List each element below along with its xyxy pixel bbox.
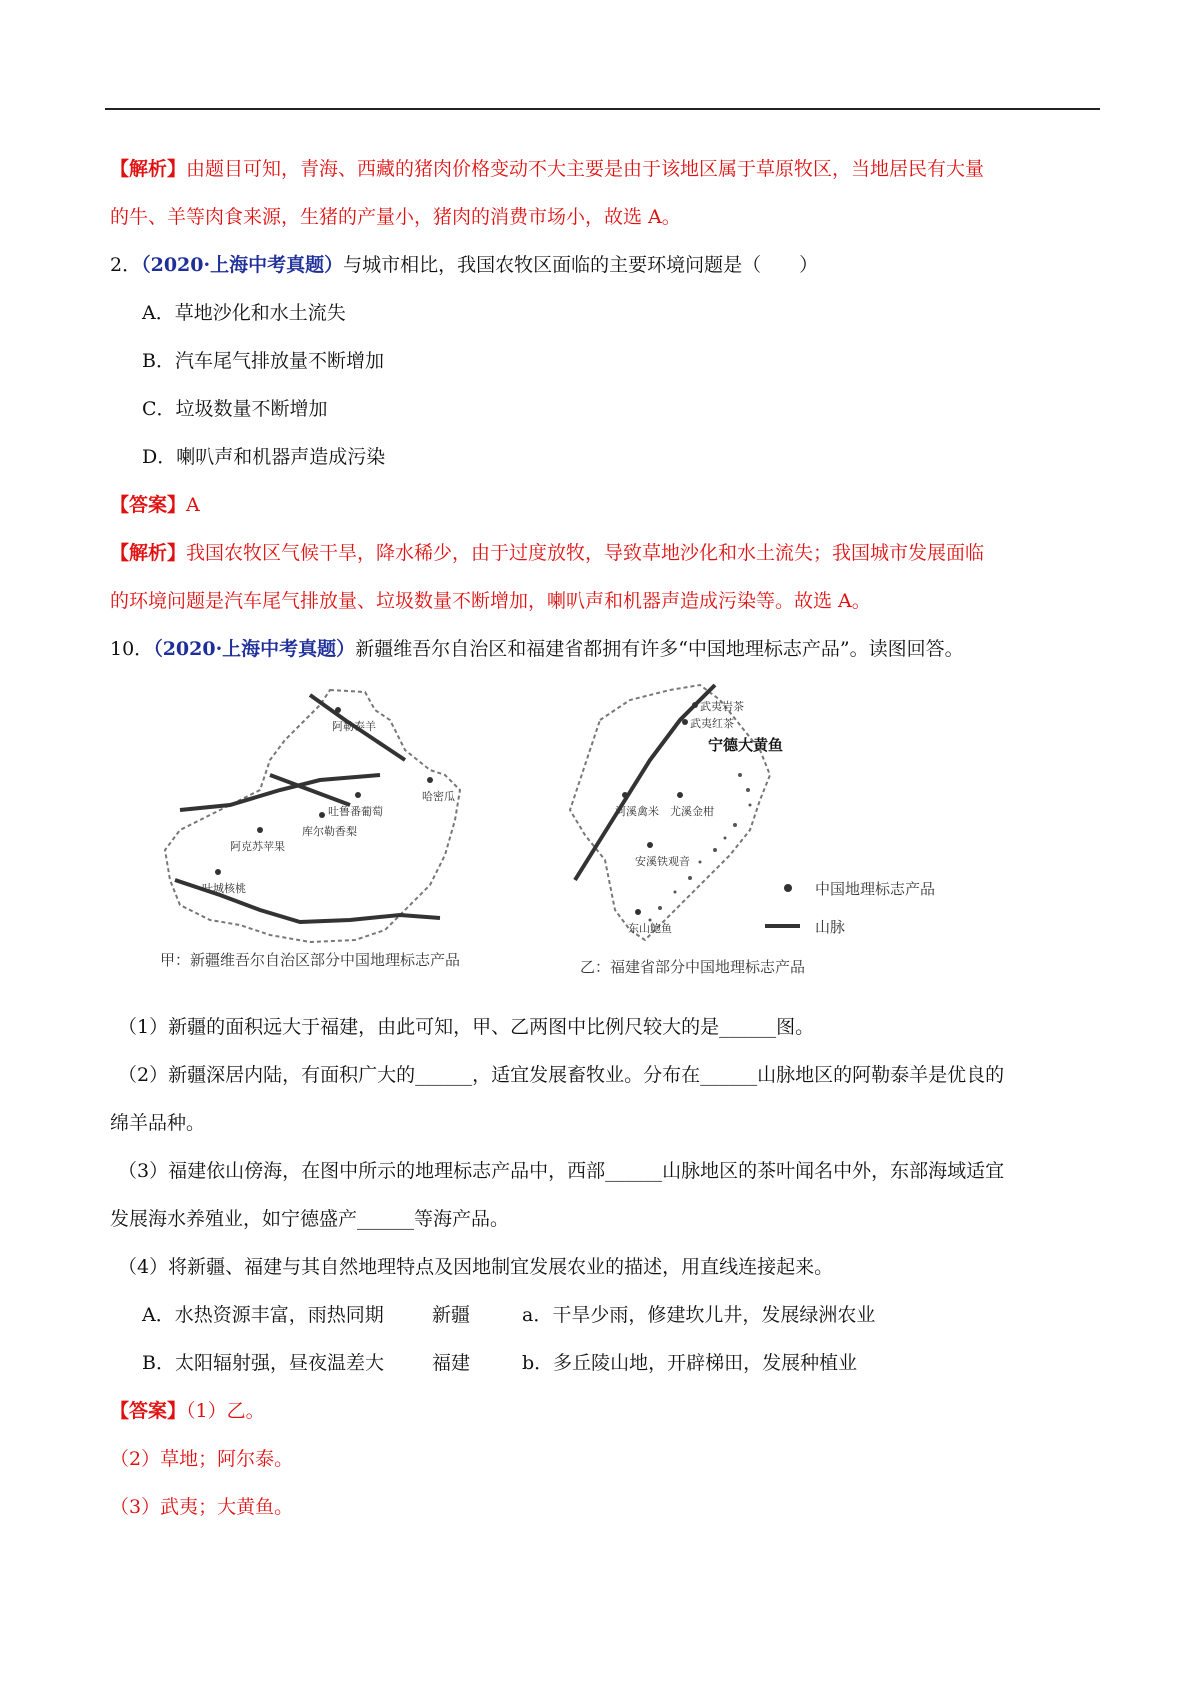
analysis-tag: 【解析】 [110,158,187,180]
product-label: 尤溪金柑 [670,805,714,818]
subquestion-3-line-2: 发展海水养殖业，如宁德盛产______等海产品。 [110,1208,510,1230]
answer-10-line-3: （3）武夷；大黄鱼。 [110,1496,294,1518]
option-b: B．汽车尾气排放量不断增加 [142,350,384,372]
option-a: A．草地沙化和水土流失 [142,302,346,324]
product-label: 阿勒泰羊 [332,720,376,733]
answer-10-line-1: 【答案】（1）乙。 [110,1400,265,1422]
analysis-line-3: 【解析】我国农牧区气候干旱，降水稀少，由于过度放牧，导致草地沙化和水土流失；我国城市发展面临 [110,542,985,564]
wuyi-mountain-line [575,685,715,880]
legend-mountain-label: 山脉 [815,918,846,936]
answer-10-line-2: （2）草地；阿尔泰。 [110,1448,294,1470]
fujian-products [615,699,783,935]
question-source: （2020·上海中考真题） [141,254,344,276]
product-marker [682,719,688,725]
question-2-stem: 2．（2020·上海中考真题）与城市相比，我国农牧区面临的主要环境问题是（ ） [110,254,819,276]
question-10-stem: 10．（2020·上海中考真题）新疆维吾尔自治区和福建省都拥有许多“中国地理标志产品”。读图回答。 [110,638,964,660]
product-label: 吐鲁番葡萄 [328,805,383,818]
product-marker [319,812,325,818]
subquestion-2-line-2: 绵羊品种。 [110,1112,206,1134]
product-marker [355,792,361,798]
subquestion-4: （4）将新疆、福建与其自然地理特点及因地制宜发展农业的描述，用直线连接起来。 [118,1256,834,1278]
match-row-b: B．太阳辐射强，昼夜温差大 福建 b．多丘陵山地，开辟梯田，发展种植业 [142,1352,858,1374]
product-label: 库尔勒香梨 [302,825,357,838]
analysis-line-4: 的环境问题是汽车尾气排放量、垃圾数量不断增加，喇叭声和机器声造成污染等。故选 A。 [110,590,871,612]
map-legend [765,880,935,936]
product-marker [215,869,221,875]
header-rule [105,108,1100,110]
answer-line: 【答案】A [110,494,200,516]
legend-product-marker [784,884,792,892]
product-label: 武夷红茶 [690,717,734,730]
product-label: 河溪禽米 [615,805,659,818]
product-marker [692,702,698,708]
product-marker [622,792,628,798]
subquestion-1: （1）新疆的面积远大于福建，由此可知，甲、乙两图中比例尺较大的是______图。 [118,1016,815,1038]
product-label: 叶城核桃 [202,882,246,895]
option-c: C．垃圾数量不断增加 [142,398,328,420]
match-row-a: A．水热资源丰富，雨热同期 新疆 a．干旱少雨，修建坎儿井，发展绿洲农业 [142,1304,876,1326]
product-marker [427,777,433,783]
option-d: D．喇叭声和机器声造成污染 [142,446,386,468]
product-label: 东山鲍鱼 [628,922,672,935]
question-source: （2020·上海中考真题） [153,638,356,660]
subquestion-2-line-1: （2）新疆深居内陆，有面积广大的______，适宜发展畜牧业。分布在______山脉地区的阿勒泰羊是优良的 [118,1064,1005,1086]
product-marker [257,827,263,833]
legend-product-label: 中国地理标志产品 [815,880,936,898]
product-marker [677,792,683,798]
product-label: 安溪铁观音 [635,855,690,868]
map-figure [160,680,1100,1020]
xinjiang-outline [165,690,460,942]
analysis-line-2: 的牛、羊等肉食来源，生猪的产量小，猪肉的消费市场小，故选 A。 [110,206,681,228]
product-label: 武夷岩茶 [700,700,744,713]
caption-yi: 乙：福建省部分中国地理标志产品 [580,958,806,976]
product-marker [647,842,653,848]
subquestion-3-line-1: （3）福建依山傍海，在图中所示的地理标志产品中，西部______山脉地区的茶叶闻名中外，东部海域适宜 [118,1160,1005,1182]
caption-jia: 甲：新疆维吾尔自治区部分中国地理标志产品 [160,951,461,969]
product-label: 阿克苏苹果 [230,840,285,853]
product-marker [335,707,341,713]
product-label: 宁德大黄鱼 [708,736,784,754]
product-marker [635,909,641,915]
analysis-line-1: 【解析】由题目可知，青海、西藏的猪肉价格变动不大主要是由于该地区属于草原牧区，当地居民有大量 [110,158,985,180]
product-label: 哈密瓜 [422,790,455,803]
